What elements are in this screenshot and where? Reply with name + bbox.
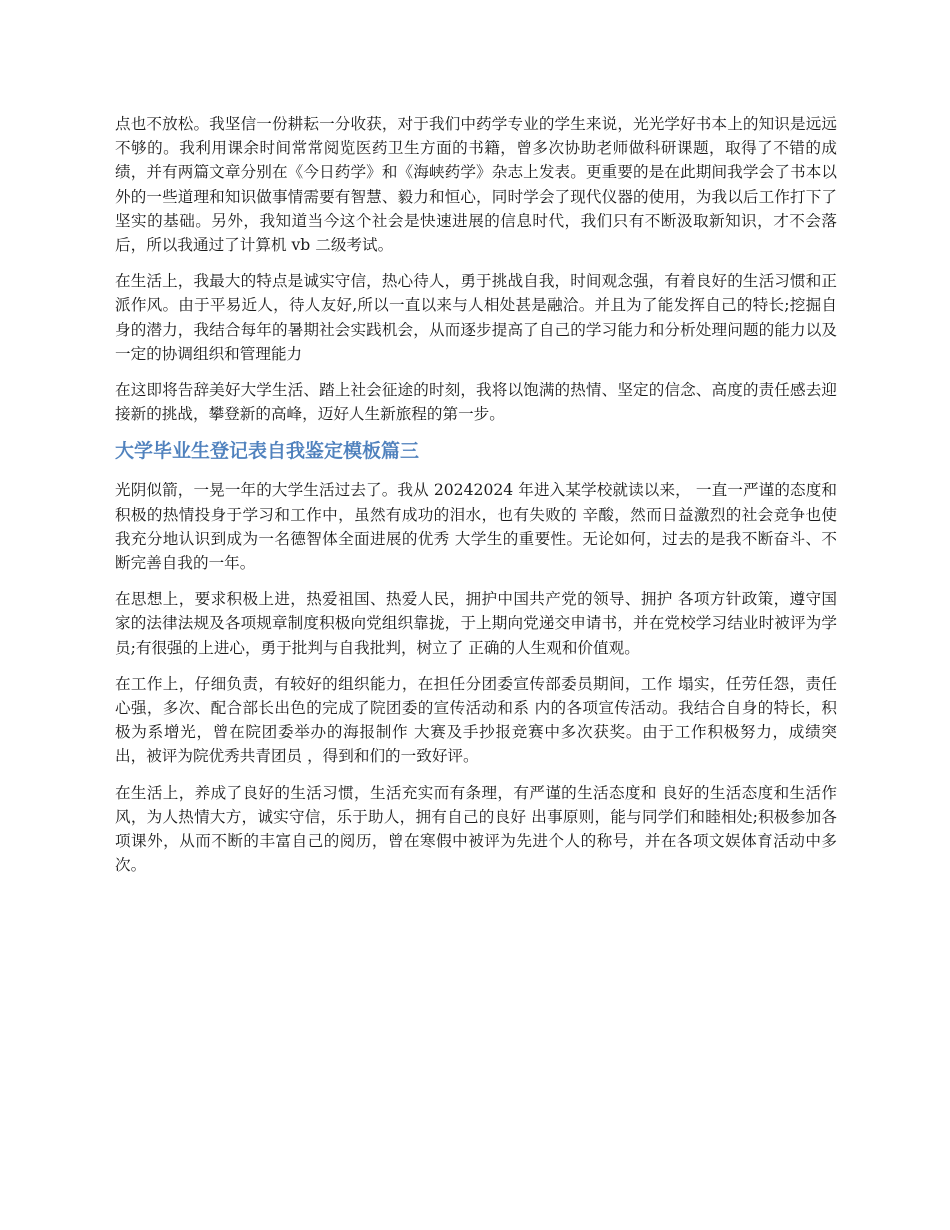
paragraph-farewell: 在这即将告辞美好大学生活、踏上社会征途的时刻，我将以饱满的热情、坚定的信念、高度的责任感去迎接新的挑战，攀登新的高峰，迈好人生新旅程的第一步。 [115,381,837,424]
paragraph-thought: 在思想上，要求积极上进，热爱祖国、热爱人民，拥护中国共产党的领导、拥护 各项方针政策，遵守国家的法律法规及各项规章制度积极向党组织靠拢，于上期向党递交申请书，并在党校学习结业时被评为学员;有很强的上进心，勇于批判与自我批判，树立了 正确的人生观和价值观。 [115,590,837,657]
paragraph-life: 在生活上，我最大的特点是诚实守信，热心待人，勇于挑战自我，时间观念强，有着良好的生活习惯和正派作风。由于平易近人，待人友好,所以一直以来与人相处甚是融洽。并且为了能发挥自己的特长;挖掘自身的潜力，我结合每年的暑期社会实践机会，从而逐步提高了自己的学习能力和分析处理问题的能力以及一定的协调组织和管理能力 [115,272,837,363]
paragraph-intro: 光阴似箭，一晃一年的大学生活过去了。我从 20242024 年进入某学校就读以来， 一直一严谨的态度和积极的热情投身于学习和工作中，虽然有成功的泪水，也有失败的 辛酸，然而日益激烈的社会竞争也使我充分地认识到成为一名德智体全面进展的优秀 大学生的重要性。无论如何，过去的是我不断奋斗、不断完善自我的一年。 [115,481,837,573]
paragraph-daily-life: 在生活上，养成了良好的生活习惯，生活充实而有条理，有严谨的生活态度和 良好的生活态度和生活作风，为人热情大方，诚实守信，乐于助人，拥有自己的良好 出事原则，能与同学们和睦相处;积极参加各项课外，从而不断的丰富自己的阅历，曾在寒假中被评为先进个人的称号，并在各项文娱体育活动中多次。 [115,783,837,875]
paragraph-work: 在工作上，仔细负责，有较好的组织能力，在担任分团委宣传部委员期间，工作 塌实，任劳任怨，责任心强，多次、配合部长出色的完成了院团委的宣传活动和系 内的各项宣传活动。我结合自身的特长，积极为系增光，曾在院团委举办的海报制作 大赛及手抄报竞赛中多次获奖。由于工作积极努力，成绩突出，被评为院优秀共青团员 ，得到和们的一致好评。 [115,674,837,766]
section-heading: 大学毕业生登记表自我鉴定模板篇三 [115,440,420,463]
document-body [115,112,837,889]
paragraph-study: 点也不放松。我坚信一份耕耘一分收获，对于我们中药学专业的学生来说，光光学好书本上的知识是远远不够的。我利用课余时间常常阅览医药卫生方面的书籍，曾多次协助老师做科研课题，取得了不错的成绩，并有两篇文章分别在《今日药学》和《海峡药学》杂志上发表。更重要的是在此期间我学会了书本以外的一些道理和知识做事情需要有智慧、毅力和恒心，同时学会了现代仪器的使用，为我以后工作打下了坚实的基础。另外，我知道当今这个社会是快速进展的信息时代，我们只有不断汲取新知识，才不会落后，所以我通过了计算机 vb 二级考试。 [115,115,837,255]
